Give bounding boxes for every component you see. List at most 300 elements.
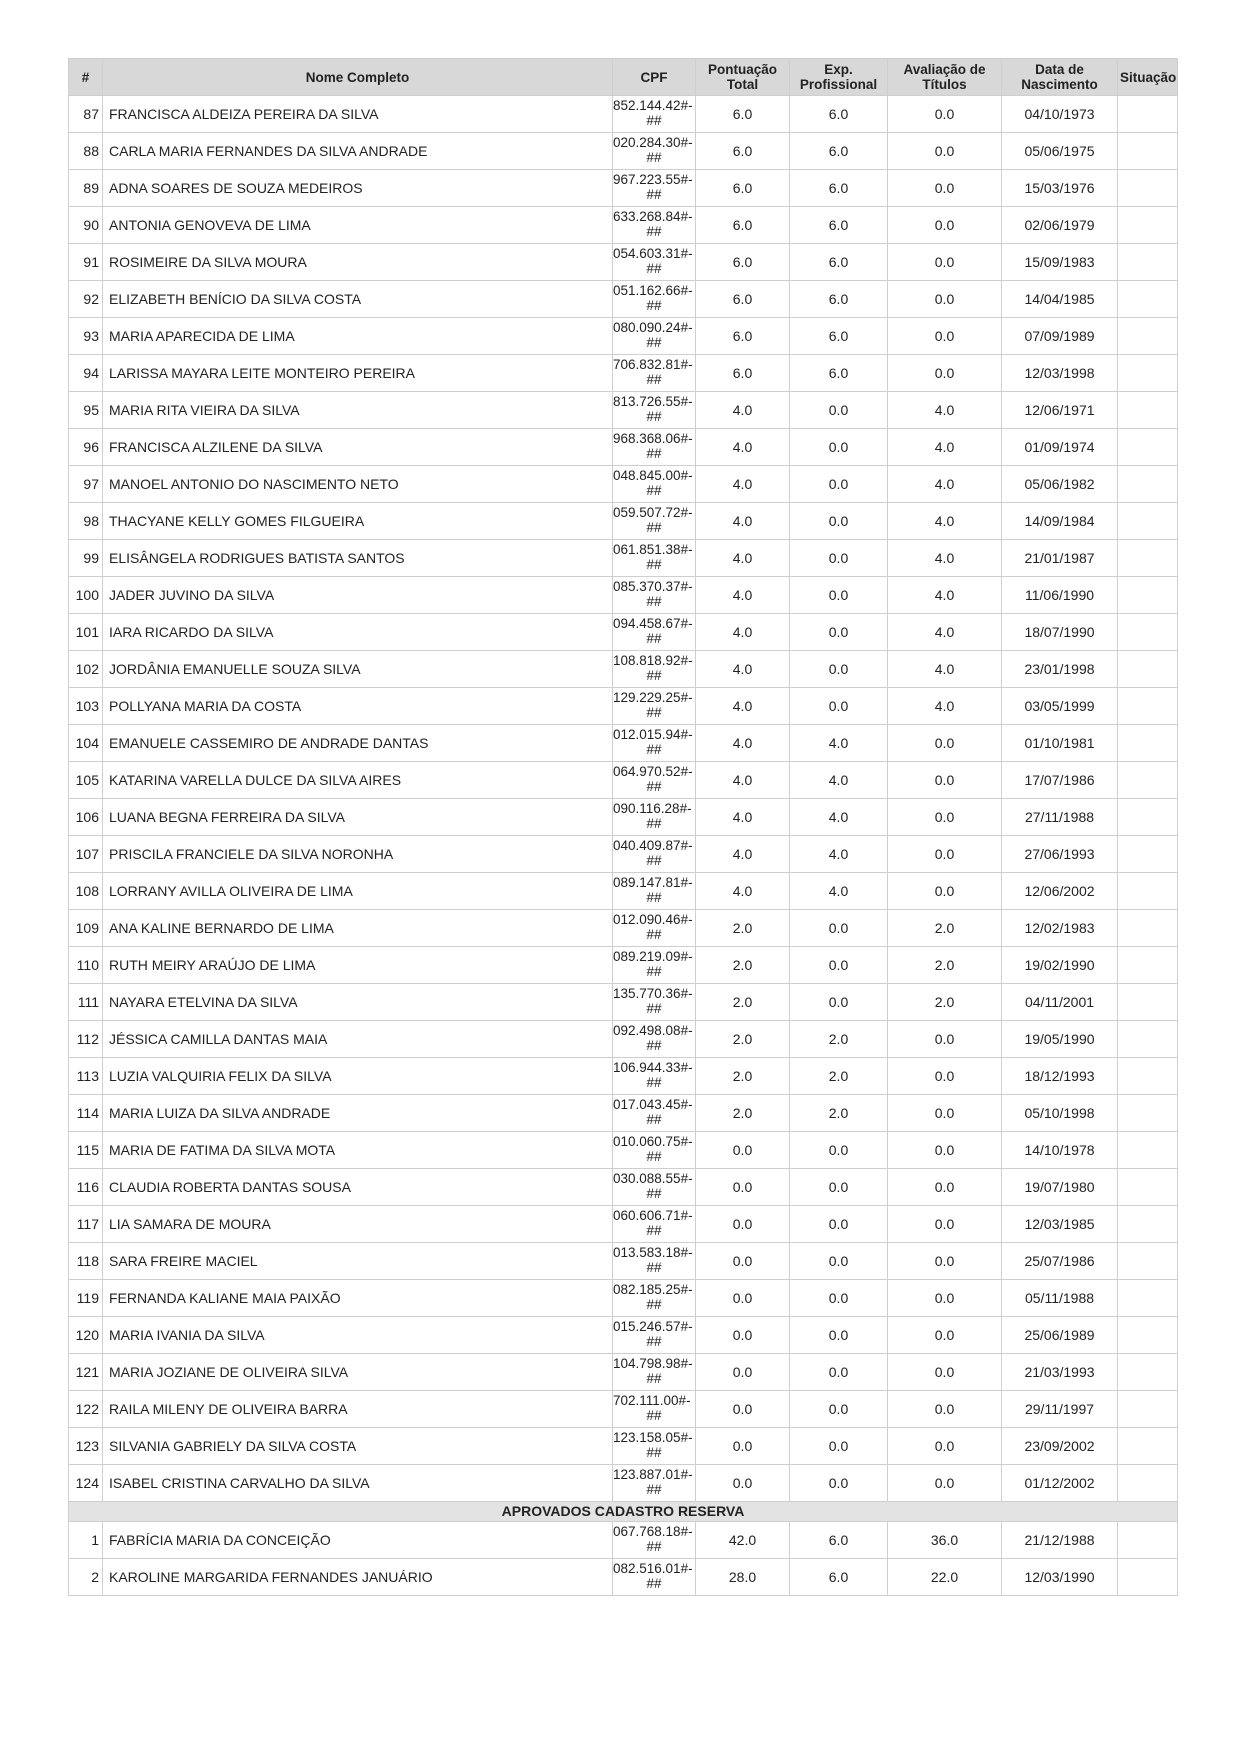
candidate-cpf [613, 836, 696, 873]
birth-date: 01/10/1981 [1002, 725, 1118, 762]
score-total: 4.0 [696, 651, 790, 688]
cpf-line-2: ## [646, 1260, 662, 1275]
candidate-cpf [613, 1243, 696, 1280]
status [1118, 614, 1178, 651]
col-header-titles: Avaliação de Títulos [888, 59, 1002, 96]
score-experience: 0.0 [790, 1317, 888, 1354]
candidate-name: MARIA JOZIANE DE OLIVEIRA SILVA [103, 1354, 613, 1391]
row-number: 111 [69, 984, 103, 1021]
cpf-line-2: ## [646, 520, 662, 535]
cpf-line-1: 123.887.01#- [613, 1467, 693, 1482]
row-number: 87 [69, 96, 103, 133]
birth-date: 19/07/1980 [1002, 1169, 1118, 1206]
score-total: 42.0 [696, 1522, 790, 1559]
table-row [69, 1021, 1178, 1058]
candidate-cpf [613, 1169, 696, 1206]
table-row [69, 1058, 1178, 1095]
candidate-name: CARLA MARIA FERNANDES DA SILVA ANDRADE [103, 133, 613, 170]
status [1118, 1058, 1178, 1095]
col-header-name: Nome Completo [103, 59, 613, 96]
score-titles: 0.0 [888, 1391, 1002, 1428]
candidate-cpf [613, 725, 696, 762]
cpf-line-1: 010.060.75#- [613, 1134, 693, 1149]
score-experience: 6.0 [790, 244, 888, 281]
score-titles: 4.0 [888, 466, 1002, 503]
col-header-status: Situação [1118, 59, 1178, 96]
candidate-cpf [613, 762, 696, 799]
score-total: 6.0 [696, 207, 790, 244]
score-titles: 4.0 [888, 392, 1002, 429]
candidate-cpf [613, 133, 696, 170]
score-experience: 0.0 [790, 466, 888, 503]
candidate-name: ADNA SOARES DE SOUZA MEDEIROS [103, 170, 613, 207]
status [1118, 910, 1178, 947]
candidate-cpf [613, 799, 696, 836]
row-number: 92 [69, 281, 103, 318]
birth-date: 02/06/1979 [1002, 207, 1118, 244]
score-total: 4.0 [696, 762, 790, 799]
cpf-line-1: 706.832.81#- [613, 357, 693, 372]
table-row [69, 1522, 1178, 1559]
candidate-cpf [613, 651, 696, 688]
score-experience: 6.0 [790, 355, 888, 392]
status [1118, 577, 1178, 614]
candidate-name: FRANCISCA ALZILENE DA SILVA [103, 429, 613, 466]
score-titles: 0.0 [888, 355, 1002, 392]
candidate-name: MARIA DE FATIMA DA SILVA MOTA [103, 1132, 613, 1169]
row-number: 122 [69, 1391, 103, 1428]
birth-date: 18/07/1990 [1002, 614, 1118, 651]
status [1118, 170, 1178, 207]
table-row [69, 429, 1178, 466]
row-number: 115 [69, 1132, 103, 1169]
score-titles: 0.0 [888, 244, 1002, 281]
score-titles: 4.0 [888, 577, 1002, 614]
status [1118, 651, 1178, 688]
table-row [69, 281, 1178, 318]
birth-date: 05/06/1975 [1002, 133, 1118, 170]
score-total: 0.0 [696, 1206, 790, 1243]
birth-date: 15/03/1976 [1002, 170, 1118, 207]
birth-date: 25/07/1986 [1002, 1243, 1118, 1280]
candidate-name: FRANCISCA ALDEIZA PEREIRA DA SILVA [103, 96, 613, 133]
cpf-line-1: 013.583.18#- [613, 1245, 693, 1260]
candidate-name: RUTH MEIRY ARAÚJO DE LIMA [103, 947, 613, 984]
birth-date: 19/02/1990 [1002, 947, 1118, 984]
score-titles: 36.0 [888, 1522, 1002, 1559]
cpf-line-2: ## [646, 261, 662, 276]
birth-date: 27/11/1988 [1002, 799, 1118, 836]
cpf-line-2: ## [646, 1149, 662, 1164]
candidate-cpf [613, 503, 696, 540]
status [1118, 429, 1178, 466]
table-row [69, 1391, 1178, 1428]
candidate-name: MANOEL ANTONIO DO NASCIMENTO NETO [103, 466, 613, 503]
candidate-name: LUZIA VALQUIRIA FELIX DA SILVA [103, 1058, 613, 1095]
candidate-name: JADER JUVINO DA SILVA [103, 577, 613, 614]
birth-date: 12/06/2002 [1002, 873, 1118, 910]
score-titles: 0.0 [888, 1428, 1002, 1465]
candidate-cpf [613, 207, 696, 244]
score-experience: 6.0 [790, 281, 888, 318]
section-title-reserve: APROVADOS CADASTRO RESERVA [69, 1502, 1178, 1522]
cpf-line-1: 123.158.05#- [613, 1430, 693, 1445]
candidate-name: KAROLINE MARGARIDA FERNANDES JANUÁRIO [103, 1559, 613, 1596]
row-number: 107 [69, 836, 103, 873]
status [1118, 1522, 1178, 1559]
table-row [69, 503, 1178, 540]
status [1118, 1280, 1178, 1317]
candidate-cpf [613, 1428, 696, 1465]
cpf-line-2: ## [646, 705, 662, 720]
birth-date: 05/10/1998 [1002, 1095, 1118, 1132]
score-experience: 0.0 [790, 1206, 888, 1243]
score-titles: 22.0 [888, 1559, 1002, 1596]
cpf-line-2: ## [646, 668, 662, 683]
score-total: 4.0 [696, 540, 790, 577]
table-row [69, 207, 1178, 244]
cpf-line-1: 059.507.72#- [613, 505, 693, 520]
score-total: 4.0 [696, 725, 790, 762]
table-row [69, 1428, 1178, 1465]
cpf-line-1: 017.043.45#- [613, 1097, 693, 1112]
table-row [69, 170, 1178, 207]
candidate-cpf [613, 1058, 696, 1095]
cpf-line-2: ## [646, 890, 662, 905]
score-experience: 0.0 [790, 1391, 888, 1428]
col-header-birthdate: Data de Nascimento [1002, 59, 1118, 96]
score-titles: 0.0 [888, 873, 1002, 910]
status [1118, 540, 1178, 577]
score-titles: 0.0 [888, 318, 1002, 355]
table-row [69, 984, 1178, 1021]
cpf-line-2: ## [646, 372, 662, 387]
cpf-line-1: 064.970.52#- [613, 764, 693, 779]
candidate-cpf [613, 392, 696, 429]
table-row [69, 1280, 1178, 1317]
status [1118, 799, 1178, 836]
score-titles: 0.0 [888, 1243, 1002, 1280]
score-total: 4.0 [696, 799, 790, 836]
score-total: 2.0 [696, 1021, 790, 1058]
candidate-name: LIA SAMARA DE MOURA [103, 1206, 613, 1243]
status [1118, 1243, 1178, 1280]
candidate-name: CLAUDIA ROBERTA DANTAS SOUSA [103, 1169, 613, 1206]
score-total: 6.0 [696, 281, 790, 318]
birth-date: 12/03/1990 [1002, 1559, 1118, 1596]
table-row [69, 355, 1178, 392]
score-total: 6.0 [696, 244, 790, 281]
candidate-cpf [613, 170, 696, 207]
cpf-line-2: ## [646, 1445, 662, 1460]
table-row [69, 392, 1178, 429]
table-row [69, 133, 1178, 170]
candidate-name: POLLYANA MARIA DA COSTA [103, 688, 613, 725]
cpf-line-2: ## [646, 150, 662, 165]
score-total: 0.0 [696, 1354, 790, 1391]
table-row [69, 318, 1178, 355]
score-titles: 0.0 [888, 799, 1002, 836]
score-titles: 0.0 [888, 1206, 1002, 1243]
score-titles: 0.0 [888, 1021, 1002, 1058]
header-row [69, 59, 1178, 96]
candidate-name: PRISCILA FRANCIELE DA SILVA NORONHA [103, 836, 613, 873]
row-number: 103 [69, 688, 103, 725]
score-experience: 0.0 [790, 429, 888, 466]
candidate-cpf [613, 466, 696, 503]
row-number: 114 [69, 1095, 103, 1132]
cpf-line-2: ## [646, 742, 662, 757]
birth-date: 27/06/1993 [1002, 836, 1118, 873]
col-header-total: Pontuação Total [696, 59, 790, 96]
results-table [68, 58, 1178, 1596]
score-experience: 6.0 [790, 96, 888, 133]
table-row [69, 762, 1178, 799]
score-experience: 6.0 [790, 207, 888, 244]
cpf-line-1: 104.798.98#- [613, 1356, 693, 1371]
candidate-name: ROSIMEIRE DA SILVA MOURA [103, 244, 613, 281]
candidate-cpf [613, 1132, 696, 1169]
cpf-line-1: 080.090.24#- [613, 320, 693, 335]
cpf-line-2: ## [646, 1112, 662, 1127]
score-experience: 6.0 [790, 170, 888, 207]
cpf-line-2: ## [646, 1223, 662, 1238]
score-total: 4.0 [696, 836, 790, 873]
cpf-line-1: 967.223.55#- [613, 172, 693, 187]
row-number: 94 [69, 355, 103, 392]
score-titles: 0.0 [888, 1465, 1002, 1502]
status [1118, 873, 1178, 910]
status [1118, 355, 1178, 392]
row-number: 112 [69, 1021, 103, 1058]
candidate-name: ISABEL CRISTINA CARVALHO DA SILVA [103, 1465, 613, 1502]
status [1118, 244, 1178, 281]
row-number: 2 [69, 1559, 103, 1596]
candidate-cpf [613, 1522, 696, 1559]
cpf-line-1: 852.144.42#- [613, 98, 693, 113]
cpf-line-2: ## [646, 446, 662, 461]
birth-date: 29/11/1997 [1002, 1391, 1118, 1428]
score-total: 0.0 [696, 1317, 790, 1354]
table-row [69, 651, 1178, 688]
cpf-line-1: 012.090.46#- [613, 912, 693, 927]
cpf-line-1: 085.370.37#- [613, 579, 693, 594]
birth-date: 01/09/1974 [1002, 429, 1118, 466]
row-number: 101 [69, 614, 103, 651]
candidate-name: LUANA BEGNA FERREIRA DA SILVA [103, 799, 613, 836]
score-total: 6.0 [696, 96, 790, 133]
candidate-cpf [613, 355, 696, 392]
table-row [69, 614, 1178, 651]
row-number: 119 [69, 1280, 103, 1317]
cpf-line-1: 082.185.25#- [613, 1282, 693, 1297]
score-total: 2.0 [696, 947, 790, 984]
score-titles: 4.0 [888, 651, 1002, 688]
score-total: 6.0 [696, 133, 790, 170]
cpf-line-1: 020.284.30#- [613, 135, 693, 150]
score-titles: 0.0 [888, 1132, 1002, 1169]
cpf-line-1: 082.516.01#- [613, 1561, 693, 1576]
candidate-cpf [613, 1206, 696, 1243]
table-row [69, 244, 1178, 281]
score-experience: 4.0 [790, 725, 888, 762]
score-total: 4.0 [696, 614, 790, 651]
cpf-line-2: ## [646, 816, 662, 831]
score-experience: 4.0 [790, 799, 888, 836]
candidate-cpf [613, 577, 696, 614]
status [1118, 1559, 1178, 1596]
score-total: 28.0 [696, 1559, 790, 1596]
status [1118, 392, 1178, 429]
candidate-name: SARA FREIRE MACIEL [103, 1243, 613, 1280]
cpf-line-2: ## [646, 224, 662, 239]
status [1118, 133, 1178, 170]
cpf-line-1: 702.111.00#- [613, 1393, 691, 1408]
score-experience: 2.0 [790, 1021, 888, 1058]
cpf-line-2: ## [646, 927, 662, 942]
table-row [69, 799, 1178, 836]
cpf-line-1: 040.409.87#- [613, 838, 693, 853]
candidate-cpf [613, 96, 696, 133]
candidate-name: THACYANE KELLY GOMES FILGUEIRA [103, 503, 613, 540]
cpf-line-1: 030.088.55#- [613, 1171, 693, 1186]
table-row [69, 910, 1178, 947]
cpf-line-1: 089.147.81#- [613, 875, 693, 890]
status [1118, 1391, 1178, 1428]
candidate-name: NAYARA ETELVINA DA SILVA [103, 984, 613, 1021]
score-titles: 0.0 [888, 1095, 1002, 1132]
cpf-line-1: 968.368.06#- [613, 431, 693, 446]
candidate-cpf [613, 873, 696, 910]
status [1118, 1465, 1178, 1502]
score-titles: 0.0 [888, 836, 1002, 873]
row-number: 105 [69, 762, 103, 799]
candidate-cpf [613, 1021, 696, 1058]
birth-date: 25/06/1989 [1002, 1317, 1118, 1354]
status [1118, 984, 1178, 1021]
row-number: 109 [69, 910, 103, 947]
table-row [69, 947, 1178, 984]
score-total: 6.0 [696, 318, 790, 355]
candidate-name: ELIZABETH BENÍCIO DA SILVA COSTA [103, 281, 613, 318]
row-number: 120 [69, 1317, 103, 1354]
row-number: 121 [69, 1354, 103, 1391]
score-total: 2.0 [696, 1058, 790, 1095]
status [1118, 1354, 1178, 1391]
col-header-experience: Exp. Profissional [790, 59, 888, 96]
candidate-cpf [613, 984, 696, 1021]
score-titles: 4.0 [888, 688, 1002, 725]
score-titles: 0.0 [888, 1280, 1002, 1317]
table-row [69, 725, 1178, 762]
status [1118, 688, 1178, 725]
birth-date: 15/09/1983 [1002, 244, 1118, 281]
row-number: 98 [69, 503, 103, 540]
status [1118, 503, 1178, 540]
birth-date: 04/10/1973 [1002, 96, 1118, 133]
birth-date: 03/05/1999 [1002, 688, 1118, 725]
score-experience: 6.0 [790, 133, 888, 170]
cpf-line-1: 067.768.18#- [613, 1524, 693, 1539]
table-row [69, 1559, 1178, 1596]
cpf-line-2: ## [646, 1186, 662, 1201]
score-total: 4.0 [696, 429, 790, 466]
candidate-cpf [613, 688, 696, 725]
birth-date: 14/09/1984 [1002, 503, 1118, 540]
col-header-number: # [69, 59, 103, 96]
cpf-line-2: ## [646, 483, 662, 498]
score-experience: 0.0 [790, 1428, 888, 1465]
score-titles: 0.0 [888, 1169, 1002, 1206]
candidate-cpf [613, 429, 696, 466]
score-titles: 2.0 [888, 910, 1002, 947]
table-row [69, 688, 1178, 725]
candidate-name: RAILA MILENY DE OLIVEIRA BARRA [103, 1391, 613, 1428]
candidate-cpf [613, 1354, 696, 1391]
score-titles: 4.0 [888, 614, 1002, 651]
score-experience: 0.0 [790, 688, 888, 725]
candidate-name: MARIA APARECIDA DE LIMA [103, 318, 613, 355]
status [1118, 836, 1178, 873]
score-total: 0.0 [696, 1243, 790, 1280]
table-row [69, 1132, 1178, 1169]
cpf-line-2: ## [646, 335, 662, 350]
score-experience: 0.0 [790, 984, 888, 1021]
status [1118, 725, 1178, 762]
candidate-name: IARA RICARDO DA SILVA [103, 614, 613, 651]
row-number: 91 [69, 244, 103, 281]
score-titles: 0.0 [888, 762, 1002, 799]
birth-date: 19/05/1990 [1002, 1021, 1118, 1058]
birth-date: 12/06/1971 [1002, 392, 1118, 429]
table-row [69, 1465, 1178, 1502]
cpf-line-2: ## [646, 1001, 662, 1016]
cpf-line-2: ## [646, 1539, 662, 1554]
candidate-cpf [613, 910, 696, 947]
status [1118, 762, 1178, 799]
score-titles: 0.0 [888, 1058, 1002, 1095]
score-experience: 0.0 [790, 910, 888, 947]
table-row [69, 540, 1178, 577]
score-experience: 2.0 [790, 1058, 888, 1095]
cpf-line-2: ## [646, 557, 662, 572]
candidate-name: KATARINA VARELLA DULCE DA SILVA AIRES [103, 762, 613, 799]
candidate-cpf [613, 1391, 696, 1428]
cpf-line-2: ## [646, 853, 662, 868]
cpf-line-2: ## [646, 409, 662, 424]
score-experience: 0.0 [790, 1354, 888, 1391]
score-total: 2.0 [696, 984, 790, 1021]
score-titles: 4.0 [888, 503, 1002, 540]
score-experience: 4.0 [790, 873, 888, 910]
birth-date: 11/06/1990 [1002, 577, 1118, 614]
row-number: 97 [69, 466, 103, 503]
cpf-line-2: ## [646, 594, 662, 609]
cpf-line-2: ## [646, 1334, 662, 1349]
score-total: 4.0 [696, 577, 790, 614]
cpf-line-2: ## [646, 1297, 662, 1312]
score-experience: 0.0 [790, 392, 888, 429]
candidate-name: MARIA RITA VIEIRA DA SILVA [103, 392, 613, 429]
candidate-name: LORRANY AVILLA OLIVEIRA DE LIMA [103, 873, 613, 910]
birth-date: 05/06/1982 [1002, 466, 1118, 503]
row-number: 106 [69, 799, 103, 836]
table-row [69, 1243, 1178, 1280]
row-number: 100 [69, 577, 103, 614]
birth-date: 21/01/1987 [1002, 540, 1118, 577]
row-number: 1 [69, 1522, 103, 1559]
status [1118, 318, 1178, 355]
